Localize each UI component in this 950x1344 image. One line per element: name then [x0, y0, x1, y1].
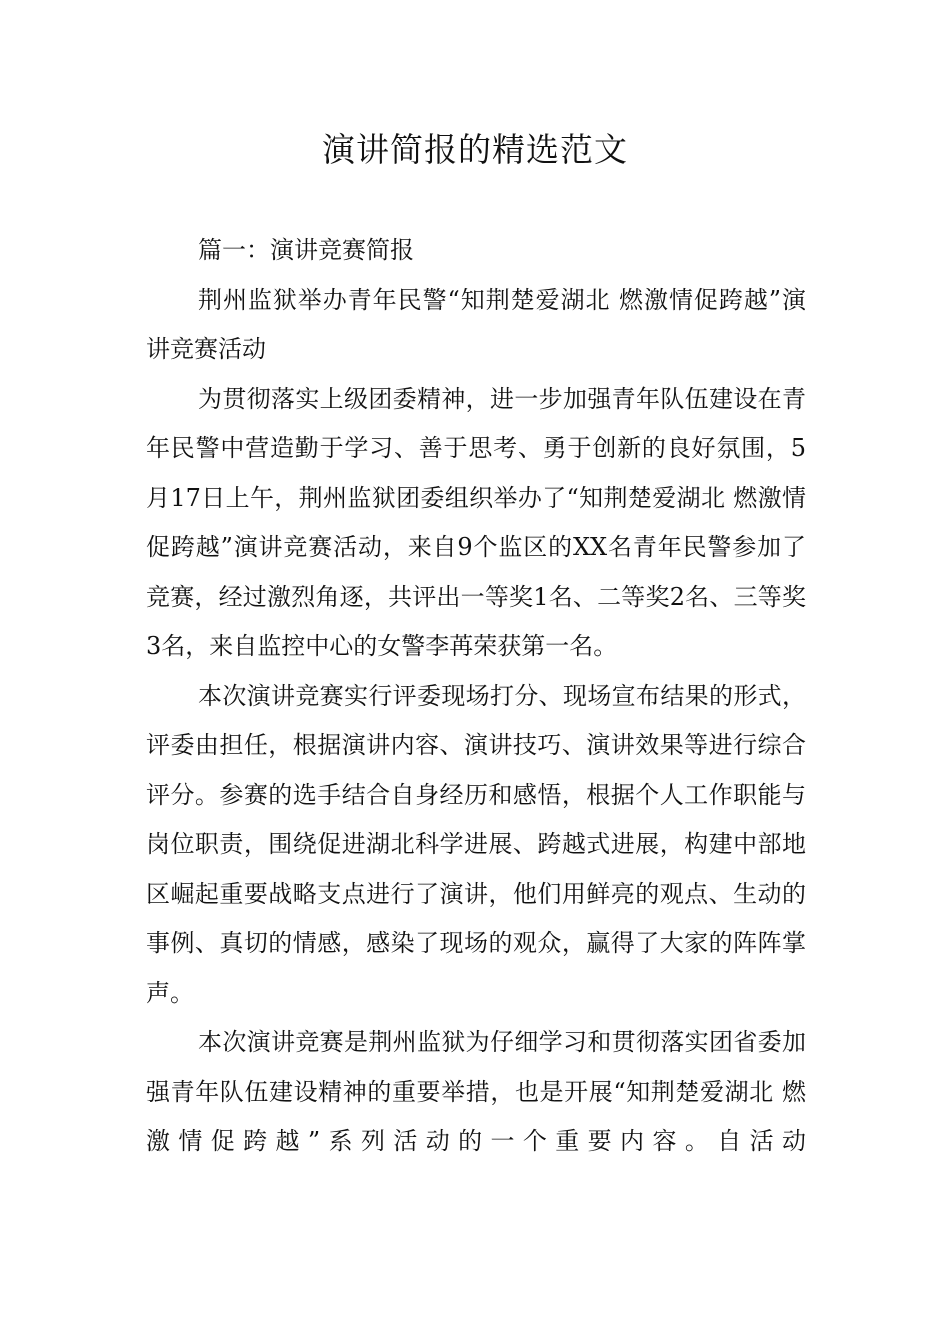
document-body: [146, 226, 806, 1167]
body-paragraph: 本次演讲竞赛是荆州监狱为仔细学习和贯彻落实团省委加强青年队伍建设精神的重要举措，也是开展“知荆楚爱湖北 燃激情促跨越”系列活动的一个重要内容。自活动: [146, 1028, 806, 1155]
body-paragraph: 本次演讲竞赛实行评委现场打分、现场宣布结果的形式，评委由担任，根据演讲内容、演讲技巧、演讲效果等进行综合评分。参赛的选手结合自身经历和感悟，根据个人工作职能与岗位职责，围绕促进湖北科学进展、跨越式进展，构建中部地区崛起重要战略支点进行了演讲，他们用鲜亮的观点、生动的事例、真切的情感，感染了现场的观众，赢得了大家的阵阵掌声。: [146, 681, 806, 1007]
body-paragraph: 为贯彻落实上级团委精神，进一步加强青年队伍建设在青年民警中营造勤于学习、善于思考、勇于创新的良好氛围，5月17日上午，荆州监狱团委组织举办了“知荆楚爱湖北 燃激情促跨越”演讲竞赛活动，来自9个监区的XX名青年民警参加了竞赛，经过激烈角逐，共评出一等奖1名、二等奖2名、三等奖3名，来自监控中心的女警李苒荣获第一名。: [146, 384, 806, 660]
section-heading: 篇一：演讲竞赛简报: [198, 236, 414, 264]
article-headline: 荆州监狱举办青年民警“知荆楚爱湖北 燃激情促跨越”演讲竞赛活动: [146, 285, 806, 363]
document-title: 演讲简报的精选范文: [322, 130, 628, 169]
